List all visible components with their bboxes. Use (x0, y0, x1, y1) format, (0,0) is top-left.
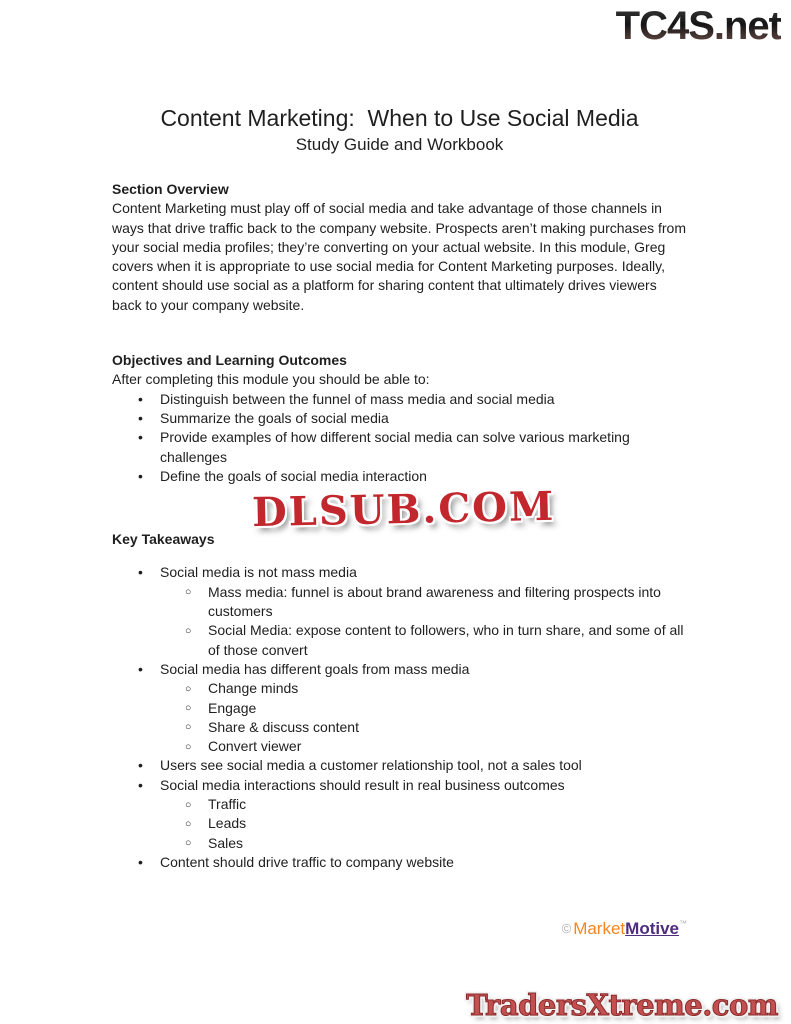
bullet-item: • Define the goals of social media interaction (112, 467, 687, 486)
sub-bullet-item: ○ Sales (112, 834, 687, 853)
bullet-item: • Users see social media a customer relationship tool, not a sales tool (112, 756, 687, 775)
key-takeaways-heading: Key Takeaways (112, 531, 215, 548)
bullet-item: • Distinguish between the funnel of mass media and social media (112, 390, 687, 409)
bullet-item: • Provide examples of how different social media can solve various marketing challenges (112, 428, 687, 467)
sub-bullet-item: ○ Convert viewer (112, 737, 687, 756)
section-overview-heading: Section Overview (112, 181, 229, 197)
page-subtitle: Study Guide and Workbook (295, 135, 504, 154)
dlsub-watermark: DLSUB.COM (251, 482, 556, 537)
objectives-list (112, 390, 687, 486)
sub-bullet-item: ○ Traffic (112, 795, 687, 814)
sub-bullet-item: ○ Engage (112, 699, 687, 718)
sub-bullet-item: ○ Social Media: expose content to followers, who in turn share, and some of all of those convert (112, 621, 687, 660)
objectives-heading: Objectives and Learning Outcomes (112, 352, 347, 369)
copyright-icon: © (561, 921, 572, 936)
tradersxtreme-watermark: TradersXtreme.com (466, 988, 778, 1022)
bullet-item: • Content should drive traffic to company website (112, 853, 687, 872)
trademark-icon: ™ (679, 919, 687, 928)
brand-motive-text: Motive (625, 919, 679, 938)
bullet-item: • Social media has different goals from mass media (112, 660, 687, 679)
section-overview-body: Content Marketing must play off of social media and take advantage of those channels in ways that drive traffic back to the company website. Prospects aren’t making purchases from your social media profiles; they’re converting on your actual website. In this module, Greg covers when it is appropriate to use social media for Content Marketing purposes. Ideally, content should use social as a platform for sharing content that ultimately drives viewers back to your company website. (112, 200, 686, 313)
tc4s-watermark: TC4S.net (615, 4, 781, 48)
sub-bullet-item: ○ Leads (112, 814, 687, 833)
brand-market-text: Market (573, 919, 626, 938)
document-content (112, 0, 687, 872)
sub-bullet-item: ○ Change minds (112, 679, 687, 698)
key-takeaways-list (112, 563, 687, 872)
sub-bullet-item: ○ Mass media: funnel is about brand awareness and filtering prospects into customers (112, 583, 687, 622)
bullet-item: • Summarize the goals of social media (112, 409, 687, 428)
sub-bullet-item: ○ Share & discuss content (112, 718, 687, 737)
bullet-item: • Social media is not mass media (112, 563, 687, 582)
objectives-intro: After completing this module you should be able to: (112, 371, 430, 388)
page-title: Content Marketing: When to Use Social Media (160, 105, 639, 131)
bullet-item: • Social media interactions should result in real business outcomes (112, 776, 687, 795)
marketmotive-logo (562, 919, 687, 939)
